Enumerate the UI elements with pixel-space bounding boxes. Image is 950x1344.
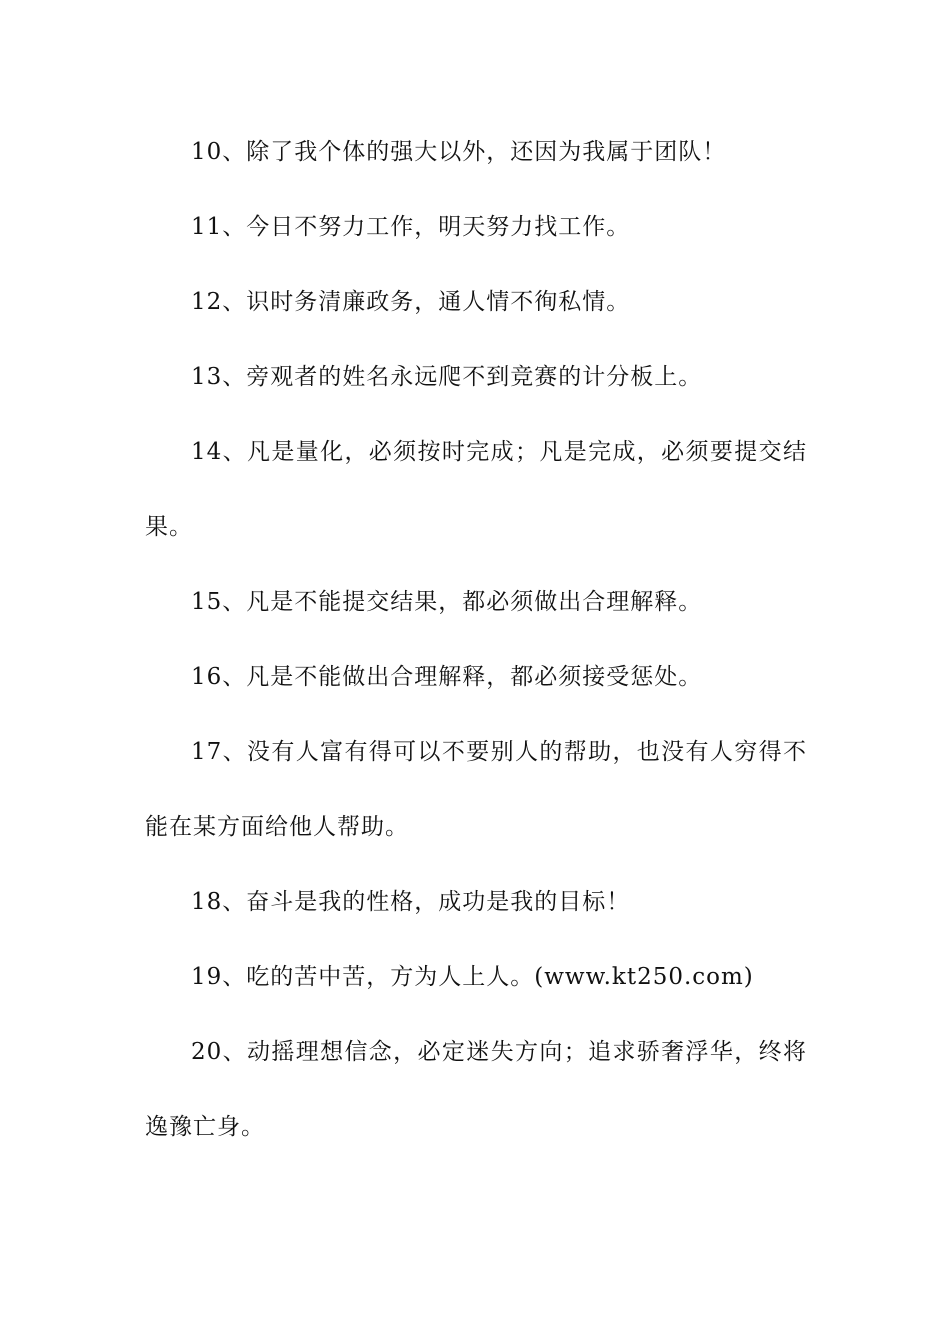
paragraph-18: 18、奋斗是我的性格，成功是我的目标！: [191, 889, 631, 915]
paragraph-19: 19、吃的苦中苦，方为人上人。(www.kt250.com): [191, 964, 754, 990]
paragraph-13: 13、旁观者的姓名永远爬不到竞赛的计分板上。: [191, 364, 703, 390]
paragraph-14: 14、凡是量化，必须按时完成；凡是完成，必须要提交结果。: [145, 439, 807, 540]
paragraph-12: 12、识时务清廉政务，通人情不徇私情。: [191, 289, 631, 315]
paragraph-15: 15、凡是不能提交结果，都必须做出合理解释。: [191, 589, 703, 615]
paragraph-17: 17、没有人富有得可以不要别人的帮助，也没有人穷得不能在某方面给他人帮助。: [145, 739, 807, 840]
document-body: [145, 115, 807, 1165]
paragraph-20: 20、动摇理想信念，必定迷失方向；追求骄奢浮华，终将逸豫亡身。: [145, 1039, 807, 1140]
paragraph-16: 16、凡是不能做出合理解释，都必须接受惩处。: [191, 664, 703, 690]
paragraph-10: 10、除了我个体的强大以外，还因为我属于团队！: [191, 139, 727, 165]
paragraph-11: 11、今日不努力工作，明天努力找工作。: [191, 214, 631, 240]
